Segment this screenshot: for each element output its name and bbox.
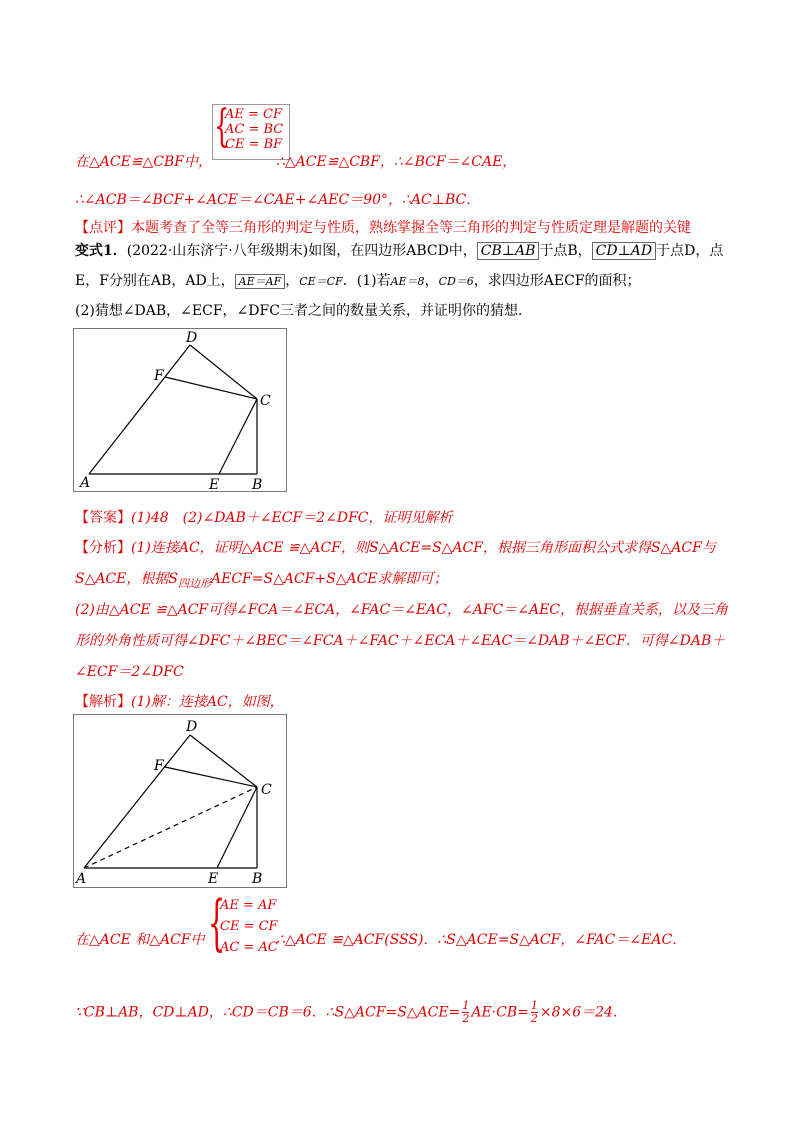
- label-f: F: [154, 758, 164, 774]
- fraction-half: [531, 1000, 538, 1025]
- solution-tag: 【解析】: [75, 694, 131, 710]
- fraction-numerator: 1: [462, 999, 470, 1012]
- condition-cd-6: CD＝6: [438, 275, 474, 288]
- label-e: E: [209, 477, 220, 491]
- analysis-line-1: [75, 538, 716, 558]
- segment-ad: [89, 345, 190, 474]
- equation-system-2: [208, 888, 278, 959]
- system-row: CE = BF: [225, 137, 283, 152]
- brace-icon: {: [214, 101, 230, 152]
- fraction-half: [462, 1000, 469, 1025]
- system-row: AE = CF: [225, 107, 283, 122]
- label-e: E: [208, 871, 219, 887]
- line1-suffix: ∴△ACE≌△CBF，∴∠BCF＝∠CAE，: [276, 154, 517, 170]
- congruence-text: 在△ACE 和△ACF中: [75, 932, 205, 948]
- geometry-figure-1: [73, 328, 287, 492]
- label-a: A: [80, 475, 91, 491]
- variant-text: ．(1)若: [342, 273, 391, 289]
- analysis-text: (1)连接AC，证明△ACE ≌△ACF，则S△ACE=S△ACF，根据三角形面积公式求得S△ACF与: [131, 540, 716, 556]
- congruence-suffix: ∴△ACE ≌△ACF(SSS)．∴S△ACE=S△ACF，∠FAC＝∠EAC．: [276, 932, 687, 948]
- variant-text: 于点B，: [539, 243, 592, 259]
- variant-label: 变式1．: [75, 243, 127, 259]
- system-rows: [220, 895, 278, 958]
- conclusion-line: ∴∠ACB＝∠BCF+∠ACE＝∠CAE+∠AEC＝90°，∴AC⊥BC．: [75, 192, 481, 208]
- system-row: AC = AC: [220, 940, 278, 955]
- condition-cb-ab: CB⊥AB: [477, 242, 540, 260]
- segment-ec: [217, 787, 257, 868]
- variant-text: ，求四边形AECF的面积；: [473, 273, 641, 289]
- answer-text: (1)48 (2)∠DAB＋∠ECF＝2∠DFC，证明见解析: [131, 510, 453, 526]
- comment-line: [75, 218, 691, 238]
- label-c: C: [260, 393, 271, 409]
- system-row: AE = AF: [220, 898, 277, 913]
- brace-icon: {: [208, 888, 226, 958]
- analysis-text: S△ACE，根据S: [75, 571, 178, 587]
- answer-tag: 【答案】: [75, 510, 131, 526]
- final-text: AE·CB=: [471, 1004, 529, 1021]
- solution-text: (1)解：连接AC，如图，: [131, 694, 284, 710]
- system-row: CE = CF: [220, 919, 278, 934]
- segment-ad: [84, 735, 190, 868]
- label-f: F: [154, 368, 164, 384]
- analysis-text: AECF=S△ACF+S△ACE求解即可；: [211, 571, 448, 587]
- condition-ae-8: AE＝8: [390, 275, 425, 288]
- comment-tag: 【点评】: [75, 220, 131, 236]
- segment-ec: [219, 399, 257, 474]
- answer-line: [75, 508, 453, 528]
- variant-line-3: (2)猜想∠DAB，∠ECF，∠DFC三者之间的数量关系，并证明你的猜想．: [75, 303, 532, 319]
- label-b: B: [252, 871, 263, 887]
- label-c: C: [261, 782, 272, 798]
- variant-text: ，: [424, 273, 439, 289]
- final-line: [75, 1000, 627, 1025]
- condition-ce-cf: CE＝CF: [299, 275, 343, 288]
- analysis-tag: 【分析】: [75, 540, 131, 556]
- analysis-line-4: 形的外角性质可得∠DFC＋∠BEC＝∠FCA＋∠FAC＋∠ECA＋∠EAC＝∠DAB＋∠ECF．可得∠DAB＋: [75, 633, 726, 649]
- label-d: D: [186, 719, 198, 735]
- analysis-line-2: [75, 569, 448, 594]
- line1-prefix: 在△ACE≌△CBF中，: [75, 154, 213, 170]
- final-text: ∵CB⊥AB，CD⊥AD，∴CD＝CB＝6．∴S△ACF=S△ACE=: [75, 1004, 461, 1021]
- label-a: A: [76, 871, 87, 887]
- figure-2-svg: [74, 715, 286, 887]
- fraction-numerator: 1: [530, 999, 538, 1012]
- comment-text: 本题考查了全等三角形的判定与性质，熟练掌握全等三角形的判定与性质定理是解题的关键: [131, 220, 691, 236]
- geometry-figure-2: [73, 714, 287, 888]
- final-text: ×8×6＝24．: [539, 1004, 627, 1021]
- analysis-line-3: (2)由△ACE ≌△ACF可得∠FCA＝∠ECA，∠FAC＝∠EAC，∠AFC＝∠AEC，根据垂直关系，以及三角: [75, 602, 729, 618]
- label-b: B: [252, 477, 263, 491]
- variant-text: E，F分别在AB，AD上，: [75, 273, 235, 289]
- congruence-prefix: [75, 930, 205, 950]
- variant-line-1: [75, 241, 723, 261]
- fraction-denominator: 2: [530, 1012, 538, 1025]
- solution-line: [75, 692, 284, 712]
- variant-source: (2022·山东济宁·八年级期末)如图，在四边形ABCD中，: [126, 243, 477, 259]
- analysis-subscript: 四边形: [178, 576, 211, 590]
- analysis-line-5: ∠ECF＝2∠DFC: [75, 664, 184, 680]
- congruence-line-1: [75, 152, 212, 172]
- condition-cd-ad: CD⊥AD: [592, 242, 656, 260]
- variant-line-2: E，F分别在AB，AD上， AE＝AF ，CE＝CF．(1)若AE＝8，CD＝6，求四边形AECF的面积；: [75, 273, 641, 289]
- condition-ae-af: AE＝AF: [235, 274, 286, 289]
- figure-1-svg: [74, 329, 286, 491]
- system-row: AC = BC: [225, 122, 284, 137]
- label-d: D: [186, 330, 198, 346]
- fraction-denominator: 2: [462, 1012, 470, 1025]
- variant-text: 于点D，点: [656, 243, 724, 259]
- segment-ac-dashed: [84, 787, 257, 868]
